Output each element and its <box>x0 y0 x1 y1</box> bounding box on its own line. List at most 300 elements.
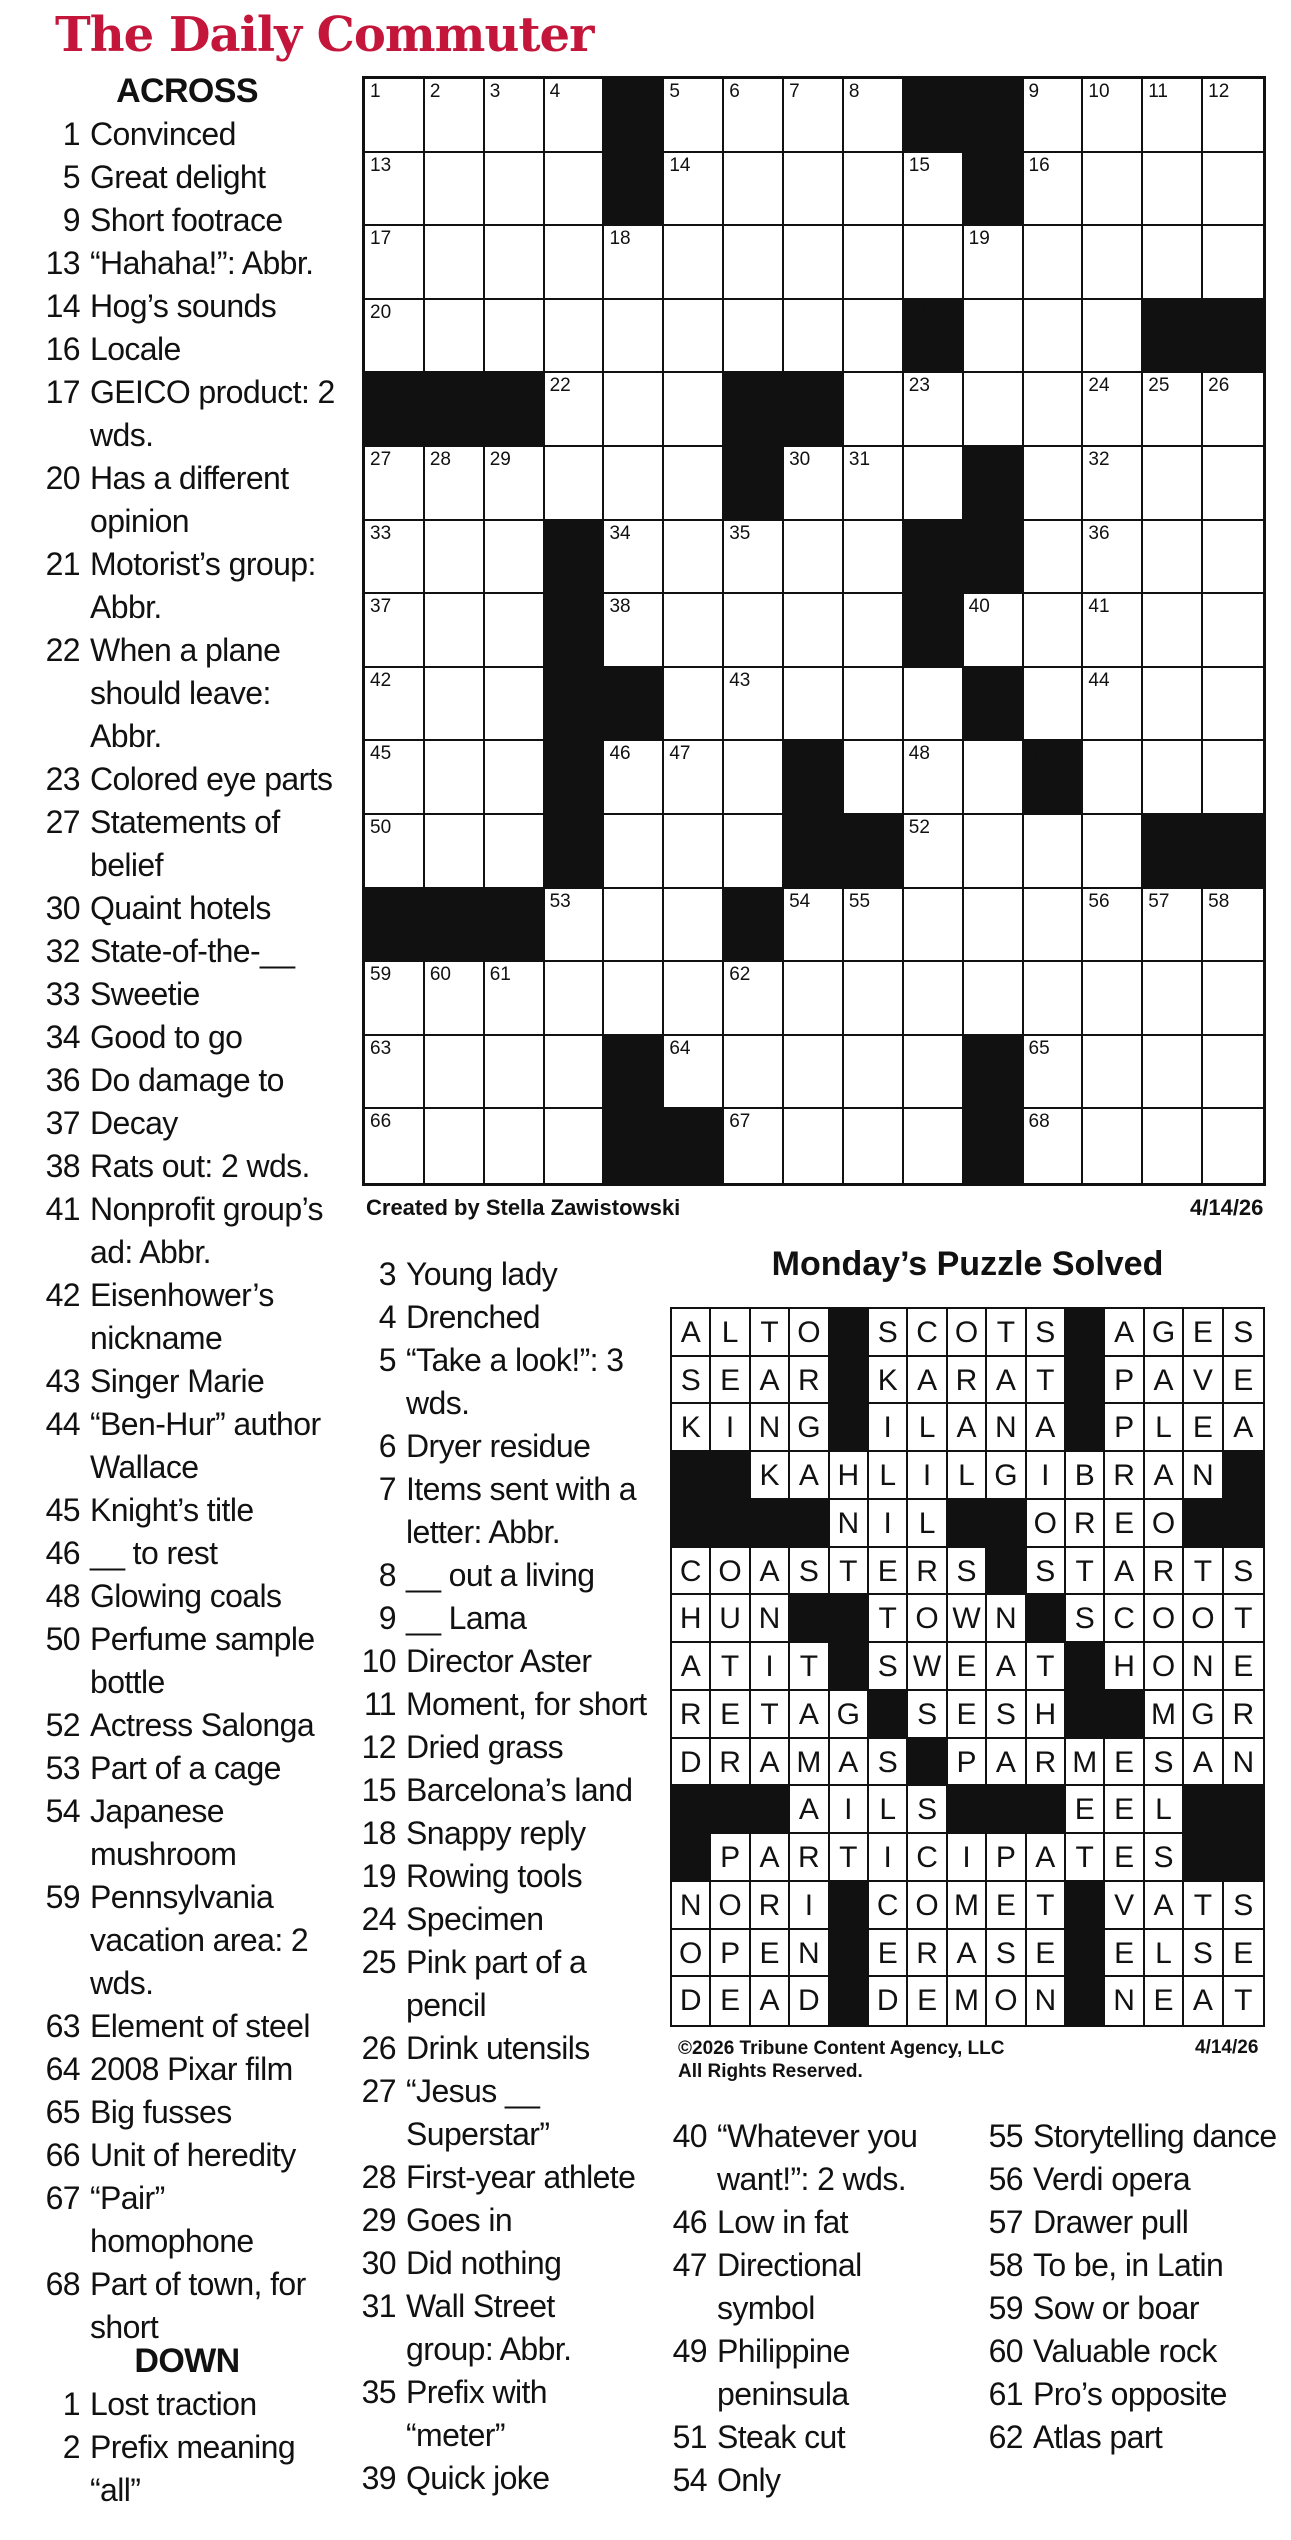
grid-cell[interactable] <box>365 79 425 153</box>
grid-cell[interactable] <box>844 1109 904 1183</box>
cell-number: 49 <box>1028 743 1050 765</box>
grid-cell[interactable] <box>604 521 664 595</box>
grid-cell[interactable] <box>904 373 964 447</box>
grid-cell[interactable] <box>425 300 485 374</box>
grid-cell[interactable] <box>604 815 664 889</box>
grid-block <box>1143 815 1204 890</box>
cell-number: 22 <box>549 375 571 397</box>
grid-cell[interactable] <box>1203 668 1263 742</box>
solution-cell: S <box>672 1357 711 1405</box>
solution-cell: O <box>711 1882 750 1930</box>
clue-number: 49 <box>672 2333 707 2369</box>
solution-cell: S <box>1224 1882 1263 1930</box>
clue-text: Moment, for short <box>406 1686 647 1722</box>
grid-cell[interactable] <box>844 300 904 374</box>
grid-cell[interactable] <box>724 1036 784 1110</box>
grid-cell[interactable] <box>545 153 605 227</box>
grid-cell[interactable] <box>784 300 844 374</box>
grid-cell[interactable] <box>1083 1109 1143 1183</box>
grid-cell[interactable] <box>545 1109 605 1183</box>
solution-cell: N <box>1224 1739 1263 1787</box>
grid-cell[interactable] <box>784 447 844 521</box>
grid-block <box>964 668 1025 743</box>
solution-cell: T <box>1184 1882 1223 1930</box>
grid-cell[interactable] <box>485 521 545 595</box>
grid-cell[interactable] <box>784 889 844 963</box>
grid-cell[interactable] <box>964 741 1024 815</box>
grid-cell[interactable] <box>1024 1109 1084 1183</box>
grid-cell[interactable] <box>964 226 1024 300</box>
solution-block <box>830 1357 870 1406</box>
solution-cell: E <box>1184 1404 1223 1452</box>
grid-cell[interactable] <box>1143 79 1203 153</box>
grid-cell[interactable] <box>844 668 904 742</box>
grid-cell[interactable] <box>1024 447 1084 521</box>
grid-cell[interactable] <box>724 594 784 668</box>
solution-cell: I <box>751 1643 790 1691</box>
cell-number: 44 <box>1088 669 1110 691</box>
solution-cell: P <box>948 1739 987 1787</box>
grid-cell[interactable] <box>365 668 425 742</box>
clue-item <box>350 2070 650 2156</box>
copyright-line: ©2026 Tribune Content Agency, LLC <box>678 2038 1005 2059</box>
clue-item <box>38 2134 336 2177</box>
grid-cell[interactable] <box>904 1109 964 1183</box>
grid-cell[interactable] <box>1143 594 1203 668</box>
grid-cell[interactable] <box>425 815 485 889</box>
cell-number: 26 <box>1208 375 1230 397</box>
grid-cell[interactable] <box>724 226 784 300</box>
clue-text: Glowing coals <box>90 1578 282 1614</box>
grid-cell[interactable] <box>1024 889 1084 963</box>
cell-number: 15 <box>908 154 930 176</box>
grid-cell[interactable] <box>664 300 724 374</box>
grid-cell[interactable] <box>724 1109 784 1183</box>
grid-cell[interactable] <box>545 1036 605 1110</box>
solution-cell: O <box>790 1309 829 1357</box>
clue-item <box>38 1790 336 1876</box>
grid-cell[interactable] <box>545 889 605 963</box>
grid-cell[interactable] <box>1143 1109 1203 1183</box>
solution-cell: A <box>751 1357 790 1405</box>
grid-block <box>545 668 606 743</box>
grid-cell[interactable] <box>1083 373 1143 447</box>
grid-cell[interactable] <box>904 668 964 742</box>
grid-cell[interactable] <box>1083 153 1143 227</box>
grid-cell[interactable] <box>1024 79 1084 153</box>
grid-cell[interactable] <box>1024 962 1084 1036</box>
grid-cell[interactable] <box>664 741 724 815</box>
grid-cell[interactable] <box>904 741 964 815</box>
grid-cell[interactable] <box>485 962 545 1036</box>
grid-cell[interactable] <box>844 962 904 1036</box>
cell-number: 48 <box>908 743 930 765</box>
clue-item <box>350 1425 650 1468</box>
clue-item <box>38 1274 336 1360</box>
solution-cell: A <box>1145 1452 1184 1500</box>
grid-cell[interactable] <box>365 594 425 668</box>
clue-item <box>38 1188 336 1274</box>
cell-number: 31 <box>848 449 871 470</box>
solution-cell: K <box>751 1452 790 1500</box>
grid-cell[interactable] <box>1143 668 1203 742</box>
clue-text: __ Lama <box>406 1600 527 1636</box>
solution-cell: N <box>1105 1977 1144 2025</box>
clue-number: 48 <box>45 1578 80 1614</box>
grid-cell[interactable] <box>844 447 904 521</box>
grid-cell[interactable] <box>724 79 784 153</box>
grid-cell[interactable] <box>365 962 425 1036</box>
grid-cell[interactable] <box>664 373 724 447</box>
solution-cell: E <box>1184 1309 1223 1357</box>
grid-cell[interactable] <box>1203 226 1263 300</box>
solution-cell: E <box>751 1930 790 1978</box>
grid-cell[interactable] <box>604 741 664 815</box>
grid-cell[interactable] <box>844 373 904 447</box>
solution-cell: I <box>830 1786 869 1834</box>
solution-cell: G <box>790 1404 829 1452</box>
grid-cell[interactable] <box>1143 447 1203 521</box>
solution-cell: R <box>1105 1452 1144 1500</box>
clue-text: Steak cut <box>717 2419 846 2455</box>
grid-cell[interactable] <box>485 447 545 521</box>
grid-cell[interactable] <box>485 300 545 374</box>
grid-cell[interactable] <box>1143 889 1203 963</box>
grid-cell[interactable] <box>365 815 425 889</box>
clue-item <box>350 1898 650 1941</box>
grid-block <box>1143 300 1204 375</box>
solution-block <box>672 1786 712 1835</box>
grid-cell[interactable] <box>904 1036 964 1110</box>
solution-cell: N <box>672 1882 711 1930</box>
solution-cell: W <box>948 1595 987 1643</box>
grid-cell[interactable] <box>1083 79 1143 153</box>
grid-cell[interactable] <box>1203 889 1263 963</box>
grid-cell[interactable] <box>604 300 664 374</box>
grid-cell[interactable] <box>1024 594 1084 668</box>
grid-cell[interactable] <box>724 962 784 1036</box>
clue-number: 41 <box>45 1191 80 1227</box>
grid-cell[interactable] <box>545 962 605 1036</box>
clue-item <box>38 887 336 930</box>
grid-cell[interactable] <box>844 226 904 300</box>
grid-cell[interactable] <box>425 153 485 227</box>
solution-block <box>1066 1404 1106 1453</box>
grid-cell[interactable] <box>784 153 844 227</box>
solution-cell: S <box>1145 1739 1184 1787</box>
solution-cell: E <box>1105 1786 1144 1834</box>
grid-cell[interactable] <box>365 1036 425 1110</box>
clue-item <box>975 2330 1285 2373</box>
grid-cell[interactable] <box>604 889 664 963</box>
grid-cell[interactable] <box>485 153 545 227</box>
grid-cell[interactable] <box>964 594 1024 668</box>
grid-cell[interactable] <box>1203 521 1263 595</box>
grid-cell[interactable] <box>425 521 485 595</box>
grid-cell[interactable] <box>1083 521 1143 595</box>
grid-cell[interactable] <box>1203 594 1263 668</box>
clue-number: 56 <box>988 2161 1023 2197</box>
grid-cell[interactable] <box>664 79 724 153</box>
grid-cell[interactable] <box>545 300 605 374</box>
solution-block <box>751 1500 791 1549</box>
grid-cell[interactable] <box>1024 153 1084 227</box>
cell-number: 65 <box>1028 1037 1050 1059</box>
grid-cell[interactable] <box>784 1036 844 1110</box>
clue-item <box>38 2091 336 2134</box>
solution-cell: K <box>869 1357 908 1405</box>
grid-cell[interactable] <box>365 153 425 227</box>
down-clue-list-1 <box>38 2383 336 2512</box>
grid-cell[interactable] <box>724 741 784 815</box>
grid-cell[interactable] <box>545 79 605 153</box>
solution-cell: A <box>987 1739 1026 1787</box>
solution-cell: T <box>790 1643 829 1691</box>
solution-cell: O <box>1184 1595 1223 1643</box>
grid-cell[interactable] <box>844 594 904 668</box>
grid-cell[interactable] <box>844 521 904 595</box>
grid-cell[interactable] <box>1024 226 1084 300</box>
grid-cell[interactable] <box>904 815 964 889</box>
cell-number: 50 <box>370 817 392 838</box>
grid-cell[interactable] <box>664 962 724 1036</box>
clue-item <box>350 2156 650 2199</box>
grid-cell[interactable] <box>485 1036 545 1110</box>
grid-cell[interactable] <box>904 226 964 300</box>
grid-cell[interactable] <box>485 1109 545 1183</box>
masthead-title: The Daily Commuter <box>55 7 594 63</box>
grid-cell[interactable] <box>844 1036 904 1110</box>
clue-item <box>38 1145 336 1188</box>
grid-cell[interactable] <box>604 226 664 300</box>
grid-cell[interactable] <box>1083 1036 1143 1110</box>
clue-item <box>38 371 336 457</box>
solution-cell: L <box>869 1452 908 1500</box>
grid-cell[interactable] <box>724 153 784 227</box>
grid-cell[interactable] <box>1083 741 1143 815</box>
clue-text: Eisenhower’s nickname <box>90 1277 274 1356</box>
cell-number: 68 <box>1028 1111 1050 1133</box>
grid-cell[interactable] <box>425 741 485 815</box>
grid-cell[interactable] <box>604 447 664 521</box>
grid-cell[interactable] <box>904 889 964 963</box>
grid-cell[interactable] <box>1203 741 1263 815</box>
grid-cell[interactable] <box>1203 1036 1263 1110</box>
solution-cell: E <box>711 1977 750 2025</box>
grid-cell[interactable] <box>1203 447 1263 521</box>
grid-cell[interactable] <box>664 889 724 963</box>
solution-cell: C <box>908 1834 947 1882</box>
grid-cell[interactable] <box>664 447 724 521</box>
grid-cell[interactable] <box>1083 594 1143 668</box>
grid-cell[interactable] <box>1203 373 1263 447</box>
grid-cell[interactable] <box>784 79 844 153</box>
grid-cell[interactable] <box>964 962 1024 1036</box>
grid-cell[interactable] <box>844 889 904 963</box>
grid-cell[interactable] <box>485 79 545 153</box>
grid-cell[interactable] <box>604 373 664 447</box>
clue-number: 16 <box>45 331 80 367</box>
clue-text: First-year athlete <box>406 2159 636 2195</box>
clue-text: Drenched <box>406 1299 540 1335</box>
grid-cell[interactable] <box>425 1109 485 1183</box>
grid-cell[interactable] <box>844 153 904 227</box>
grid-cell[interactable] <box>545 226 605 300</box>
grid-cell[interactable] <box>365 1109 425 1183</box>
grid-cell[interactable] <box>1083 300 1143 374</box>
grid-cell[interactable] <box>1143 373 1203 447</box>
solution-cell: T <box>830 1548 869 1596</box>
solution-cell: N <box>830 1500 869 1548</box>
cell-number: 40 <box>968 596 990 618</box>
solution-cell: T <box>711 1643 750 1691</box>
clue-text: Goes in <box>406 2202 513 2238</box>
solution-cell: S <box>1224 1548 1263 1596</box>
grid-cell[interactable] <box>844 741 904 815</box>
grid-cell[interactable] <box>1024 668 1084 742</box>
grid-cell[interactable] <box>724 815 784 889</box>
clue-number: 22 <box>45 632 80 668</box>
grid-cell[interactable] <box>425 79 485 153</box>
grid-cell[interactable] <box>545 373 605 447</box>
clue-text: Drawer pull <box>1033 2204 1189 2240</box>
solution-cell: R <box>1066 1500 1105 1548</box>
clue-text: Director Aster <box>406 1643 592 1679</box>
solution-cell: S <box>869 1309 908 1357</box>
grid-cell[interactable] <box>1143 226 1203 300</box>
grid-cell[interactable] <box>545 447 605 521</box>
solution-cell: A <box>672 1643 711 1691</box>
clue-item <box>350 1726 650 1769</box>
solution-block <box>948 1500 988 1549</box>
grid-cell[interactable] <box>604 962 664 1036</box>
grid-cell[interactable] <box>485 668 545 742</box>
grid-cell[interactable] <box>365 521 425 595</box>
solution-cell: A <box>751 1548 790 1596</box>
grid-cell[interactable] <box>784 226 844 300</box>
grid-cell[interactable] <box>425 668 485 742</box>
grid-cell[interactable] <box>964 300 1024 374</box>
clue-number: 58 <box>988 2247 1023 2283</box>
grid-cell[interactable] <box>485 741 545 815</box>
grid-cell[interactable] <box>1083 815 1143 889</box>
grid-cell[interactable] <box>784 521 844 595</box>
grid-cell[interactable] <box>1143 741 1203 815</box>
grid-cell[interactable] <box>1143 962 1203 1036</box>
grid-cell[interactable] <box>1024 1036 1084 1110</box>
grid-cell[interactable] <box>425 594 485 668</box>
grid-cell[interactable] <box>664 521 724 595</box>
clue-text: Big fusses <box>90 2094 232 2130</box>
grid-cell[interactable] <box>964 889 1024 963</box>
grid-cell[interactable] <box>784 668 844 742</box>
grid-cell[interactable] <box>724 668 784 742</box>
grid-cell[interactable] <box>365 226 425 300</box>
grid-cell[interactable] <box>964 815 1024 889</box>
grid-cell[interactable] <box>844 79 904 153</box>
grid-cell[interactable] <box>904 153 964 227</box>
solution-cell: V <box>1105 1882 1144 1930</box>
clue-number: 29 <box>361 2202 396 2238</box>
grid-cell[interactable] <box>724 300 784 374</box>
grid-cell[interactable] <box>485 594 545 668</box>
grid-cell[interactable] <box>904 962 964 1036</box>
grid-cell[interactable] <box>1083 668 1143 742</box>
grid-cell[interactable] <box>1024 521 1084 595</box>
grid-cell[interactable] <box>724 521 784 595</box>
grid-cell[interactable] <box>784 1109 844 1183</box>
solution-block <box>790 1595 830 1644</box>
grid-cell[interactable] <box>485 815 545 889</box>
grid-cell[interactable] <box>784 962 844 1036</box>
grid-cell[interactable] <box>1203 962 1263 1036</box>
grid-block <box>604 79 665 154</box>
solution-cell: T <box>1027 1643 1066 1691</box>
grid-cell[interactable] <box>1143 153 1203 227</box>
clue-text: __ out a living <box>406 1557 595 1593</box>
clue-number: 59 <box>988 2290 1023 2326</box>
grid-cell[interactable] <box>1083 889 1143 963</box>
grid-cell[interactable] <box>1203 79 1263 153</box>
clue-item <box>38 1575 336 1618</box>
clue-number: 11 <box>363 1686 396 1722</box>
solution-cell: S <box>1027 1548 1066 1596</box>
grid-block <box>545 594 606 669</box>
grid-cell[interactable] <box>964 373 1024 447</box>
grid-cell[interactable] <box>1024 815 1084 889</box>
grid-cell[interactable] <box>1203 153 1263 227</box>
cell-number: 16 <box>1028 154 1050 176</box>
grid-cell[interactable] <box>664 153 724 227</box>
grid-block <box>964 1036 1025 1111</box>
grid-cell[interactable] <box>1203 1109 1263 1183</box>
cell-number: 37 <box>370 596 392 618</box>
clue-number: 34 <box>45 1019 80 1055</box>
grid-cell[interactable] <box>425 962 485 1036</box>
solution-cell: H <box>672 1595 711 1643</box>
grid-cell[interactable] <box>1143 1036 1203 1110</box>
grid-cell[interactable] <box>784 594 844 668</box>
solution-cell: R <box>790 1834 829 1882</box>
grid-cell[interactable] <box>1024 300 1084 374</box>
grid-cell[interactable] <box>664 815 724 889</box>
clue-number: 64 <box>45 2051 80 2087</box>
grid-cell[interactable] <box>1083 226 1143 300</box>
clue-item <box>38 2177 336 2263</box>
clue-item <box>350 2285 650 2371</box>
grid-cell[interactable] <box>664 594 724 668</box>
cell-number: 58 <box>1208 890 1230 912</box>
grid-cell[interactable] <box>1083 962 1143 1036</box>
grid-cell[interactable] <box>425 1036 485 1110</box>
grid-cell[interactable] <box>365 447 425 521</box>
grid-cell[interactable] <box>664 1036 724 1110</box>
grid-cell[interactable] <box>425 226 485 300</box>
grid-cell[interactable] <box>365 741 425 815</box>
grid-cell[interactable] <box>664 668 724 742</box>
solution-cell: M <box>790 1739 829 1787</box>
grid-cell[interactable] <box>904 447 964 521</box>
grid-cell[interactable] <box>1083 447 1143 521</box>
solution-cell: A <box>790 1691 829 1739</box>
grid-cell[interactable] <box>425 447 485 521</box>
grid-cell[interactable] <box>664 226 724 300</box>
grid-cell[interactable] <box>365 300 425 374</box>
grid-cell[interactable] <box>485 226 545 300</box>
grid-cell[interactable] <box>1143 521 1203 595</box>
grid-cell[interactable] <box>604 594 664 668</box>
grid-cell[interactable] <box>1024 373 1084 447</box>
